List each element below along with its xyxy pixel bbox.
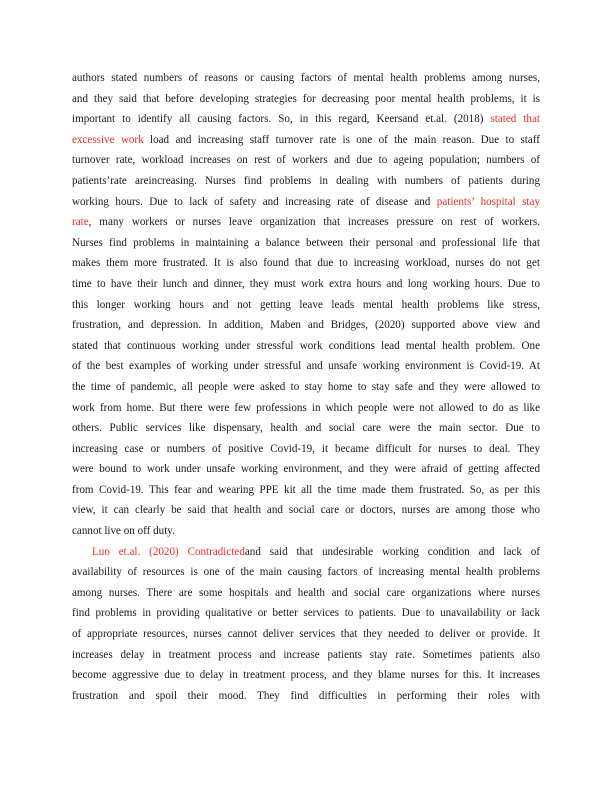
- text-run: others. Public services like dispensary, health and social care were the main sector. Due to: [72, 422, 540, 435]
- text-run: of appropriate resources, nurses cannot deliver services that they needed to deliver or provide. It: [72, 628, 540, 641]
- text-run: and they said that before developing strategies for decreasing poor mental health problems, it is: [72, 92, 540, 105]
- text-run: patients’rate areincreasing. Nurses find problems in dealing with numbers of patients during: [72, 174, 540, 187]
- paragraph-1: [72, 68, 540, 542]
- text-line: [72, 356, 540, 377]
- text-line: [72, 68, 540, 89]
- text-line: [72, 253, 540, 274]
- text-line: [72, 130, 540, 151]
- text-line: [72, 603, 540, 624]
- text-line: [72, 192, 540, 213]
- text-run: cannot live on off duty.: [72, 525, 175, 538]
- text-line: [72, 295, 540, 316]
- text-run: makes them more frustrated. It is also found that due to increasing workload, nurses do not get: [72, 257, 540, 270]
- text-line: [72, 336, 540, 357]
- text-line: [72, 418, 540, 439]
- text-line: [72, 212, 540, 233]
- text-run: working hours. Due to lack of safety and increasing rate of disease and: [72, 195, 437, 208]
- highlighted-text: Luo et.al. (2020) Contradicted: [92, 545, 245, 558]
- text-line: [72, 398, 540, 419]
- text-run: this longer working hours and not getting leave leads mental health problems like stress,: [72, 298, 540, 311]
- text-line: [72, 500, 540, 521]
- text-line: [72, 89, 540, 110]
- text-line: [72, 171, 540, 192]
- text-line: [72, 233, 540, 254]
- text-run: frustration, and depression. In addition, Maben and Bridges, (2020) supported above view and: [72, 319, 540, 332]
- highlighted-text: excessive work: [72, 133, 144, 146]
- text-run: and said that undesirable working condition and lack of: [244, 545, 540, 558]
- text-run: increases delay in treatment process and increase patients stay rate. Sometimes patients also: [72, 648, 540, 661]
- text-line: [72, 377, 540, 398]
- text-run: the time of pandemic, all people were asked to stay home to stay safe and they were allowed to: [72, 380, 540, 393]
- text-run: , many workers or nurses leave organization that increases pressure on rest of workers.: [88, 216, 540, 229]
- text-line: [72, 624, 540, 645]
- text-line: [72, 274, 540, 295]
- text-run: work from home. But there were few professions in which people were not allowed to do as like: [72, 401, 540, 414]
- text-line: [72, 645, 540, 666]
- highlighted-text: rate: [72, 216, 89, 229]
- text-line: [72, 665, 540, 686]
- text-line: [72, 521, 540, 542]
- text-line: [72, 150, 540, 171]
- text-run: important to identify all causing factors. So, in this regard, Keersand et.al. (2018): [72, 113, 491, 126]
- text-run: find problems in providing qualitative or better services to patients. Due to unavailability or lack: [72, 607, 540, 620]
- text-line: [72, 480, 540, 501]
- text-line: [72, 542, 540, 563]
- text-run: load and increasing staff turnover rate is one of the main reason. Due to staff: [143, 133, 540, 146]
- paragraph-2: [72, 542, 540, 707]
- text-line: [72, 686, 540, 707]
- text-run: frustration and spoil their mood. They find difficulties in performing their roles with: [72, 689, 540, 702]
- highlighted-text: stated that: [490, 113, 540, 126]
- text-run: time to have their lunch and dinner, they must work extra hours and long working hours. Due to: [72, 277, 540, 290]
- text-run: stated that continuous working under stressful work conditions lead mental health problem. One: [72, 339, 540, 352]
- text-run: Nurses find problems in maintaining a balance between their personal and professional life that: [72, 236, 540, 249]
- text-line: [72, 439, 540, 460]
- text-run: of the best examples of working under stressful and unsafe working environment is Covid-19. At: [72, 360, 540, 373]
- text-run: increasing case or numbers of positive Covid-19, it became difficult for nurses to deal. They: [72, 442, 540, 455]
- text-run: availability of resources is one of the main causing factors of increasing mental health problems: [72, 566, 540, 579]
- highlighted-text: patients’ hospital stay: [436, 195, 540, 208]
- text-run: among nurses. There are some hospitals and health and social care organizations where nurses: [72, 586, 540, 599]
- text-line: [72, 583, 540, 604]
- text-run: become aggressive due to delay in treatment process, and they blame nurses for this. It increases: [72, 669, 540, 682]
- text-run: authors stated numbers of reasons or causing factors of mental health problems among nurses,: [72, 72, 540, 84]
- text-line: [72, 315, 540, 336]
- text-line: [72, 109, 540, 130]
- text-line: [72, 562, 540, 583]
- text-run: view, it can clearly be said that health and social care or doctors, nurses are among those who: [72, 504, 540, 517]
- text-run: turnover rate, workload increases on rest of workers and due to ageing population; numbers of: [72, 154, 540, 167]
- text-run: were bound to work under unsafe working environment, and they were afraid of getting affected: [72, 463, 540, 476]
- text-line: [72, 459, 540, 480]
- text-run: from Covid-19. This fear and wearing PPE kit all the time made them frustrated. So, as per this: [72, 483, 540, 496]
- body-text: [72, 68, 540, 706]
